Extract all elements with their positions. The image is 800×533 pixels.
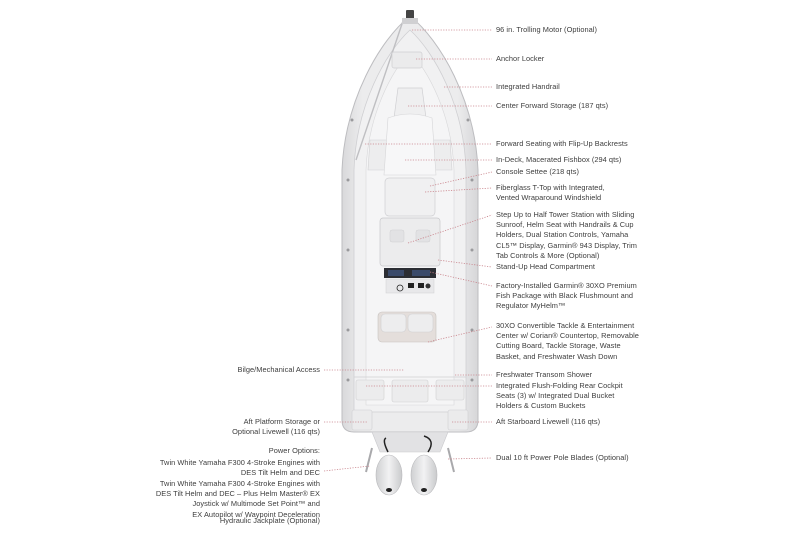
forward-storage-hatch bbox=[394, 88, 426, 118]
callout-bilge-access bbox=[238, 365, 321, 375]
callout-text: Twin White Yamaha F300 4-Stroke Engines with bbox=[159, 458, 320, 467]
aft-platform-storage bbox=[352, 410, 372, 430]
callout-aft-platform-storage bbox=[232, 417, 320, 437]
rear-cockpit-seats bbox=[356, 380, 464, 402]
engine-bracket bbox=[372, 432, 448, 452]
callout-jackplate bbox=[220, 516, 320, 526]
power-pole-right bbox=[448, 448, 454, 472]
power-pole-left bbox=[366, 448, 372, 472]
callout-text: EX Autopilot w/ Waypoint Deceleration bbox=[192, 509, 320, 519]
callout-text: Freshwater Transom Shower bbox=[496, 370, 593, 379]
callout-power-options-heading bbox=[269, 446, 320, 456]
callout-text: Center w/ Corian® Countertop, Removable bbox=[496, 331, 639, 341]
callout-integrated-handrail bbox=[496, 82, 560, 92]
power-pole-leader-line bbox=[448, 458, 492, 459]
callout-text: Console Settee (218 qts) bbox=[496, 167, 579, 176]
callout-text: Step Up to Half Tower Station with Sliding bbox=[496, 210, 635, 219]
callout-text: Seats (3) w/ Integrated Dual Bucket bbox=[496, 391, 615, 401]
callout-text: Stand-Up Head Compartment bbox=[496, 262, 596, 271]
callout-power-pole bbox=[496, 453, 629, 463]
callout-anchor-locker bbox=[496, 54, 544, 64]
helm-electronics bbox=[384, 268, 436, 293]
callout-text: Factory-Installed Garmin® 30XO Premium bbox=[496, 281, 637, 290]
callout-power-option-2 bbox=[156, 479, 320, 520]
callout-text: Dual 10 ft Power Pole Blades (Optional) bbox=[496, 453, 629, 462]
callout-transom-shower bbox=[496, 370, 592, 380]
callout-text: Bilge/Mechanical Access bbox=[237, 365, 320, 374]
callout-text: Regulator MyHelm™ bbox=[496, 301, 566, 311]
callout-starboard-livewell bbox=[496, 417, 600, 427]
callout-text: Fiberglass T-Top with Integrated, bbox=[496, 183, 605, 192]
anchor-locker-hatch bbox=[392, 52, 422, 68]
tackle-center-shape bbox=[378, 312, 436, 342]
callout-power-option-1 bbox=[160, 458, 320, 478]
callout-text: 96 in. Trolling Motor (Optional) bbox=[496, 25, 598, 34]
callout-center-forward-storage bbox=[496, 101, 608, 111]
callout-text: Hydraulic Jackplate (Optional) bbox=[219, 516, 320, 525]
callout-text: Aft Starboard Livewell (116 qts) bbox=[496, 417, 601, 426]
trolling-motor-shape bbox=[402, 10, 418, 24]
callout-t-top bbox=[496, 183, 605, 203]
callout-text: Integrated Flush-Folding Rear Cockpit bbox=[496, 381, 623, 390]
callout-text: Anchor Locker bbox=[496, 54, 545, 63]
callout-text: Aft Platform Storage or bbox=[243, 417, 320, 426]
callout-head-compartment bbox=[496, 262, 595, 272]
aft-starboard-livewell bbox=[448, 410, 468, 430]
callout-console-settee bbox=[496, 167, 579, 177]
callout-text: Center Forward Storage (187 qts) bbox=[496, 101, 609, 110]
callout-garmin-package bbox=[496, 281, 637, 312]
callout-text: Twin White Yamaha F300 4-Stroke Engines with bbox=[159, 479, 320, 488]
callout-text: Integrated Handrail bbox=[496, 82, 560, 91]
vent-left bbox=[390, 230, 404, 242]
console bbox=[380, 218, 440, 266]
callout-trolling-motor bbox=[496, 25, 597, 35]
callout-text: Sunroof, Helm Seat with Handrails & Cup bbox=[496, 220, 634, 230]
fishbox bbox=[384, 114, 436, 175]
callout-text: Power Options: bbox=[268, 446, 320, 455]
callout-text: Holders, Dual Station Controls, Yamaha bbox=[496, 230, 629, 240]
callout-tackle-center bbox=[496, 321, 639, 362]
callout-text: Tab Controls & More (Optional) bbox=[496, 250, 600, 260]
power-option-1-leader-line bbox=[324, 466, 370, 471]
callout-text: Joystick w/ Multimode Set Point™ and bbox=[192, 499, 320, 509]
callout-text: Fish Package with Black Flushmount and bbox=[496, 291, 634, 301]
callout-half-tower bbox=[496, 210, 637, 261]
callout-text: Cutting Board, Tackle Storage, Waste bbox=[496, 341, 621, 351]
callout-text: Vented Wraparound Windshield bbox=[496, 193, 602, 203]
callout-text: Holders & Custom Buckets bbox=[496, 401, 586, 411]
callout-text: Forward Seating with Flip-Up Backrests bbox=[496, 139, 628, 148]
callout-text: In-Deck, Macerated Fishbox (294 qts) bbox=[496, 155, 622, 164]
callout-text: CL5™ Display, Garmin® 943 Display, Trim bbox=[496, 240, 638, 250]
callout-forward-seating bbox=[496, 139, 628, 149]
callout-text: Optional Livewell (116 qts) bbox=[232, 427, 320, 437]
callout-rear-seats bbox=[496, 381, 623, 412]
console-settee bbox=[385, 178, 435, 216]
callout-text: DES Tilt Helm and DEC bbox=[240, 468, 320, 478]
callout-text: Basket, and Freshwater Wash Down bbox=[496, 351, 618, 361]
callout-text: 30XO Convertible Tackle & Entertainment bbox=[496, 321, 635, 330]
callout-text: DES Tilt Helm and DEC – Plus Helm Master® EX bbox=[155, 489, 320, 499]
callout-fishbox bbox=[496, 155, 621, 165]
